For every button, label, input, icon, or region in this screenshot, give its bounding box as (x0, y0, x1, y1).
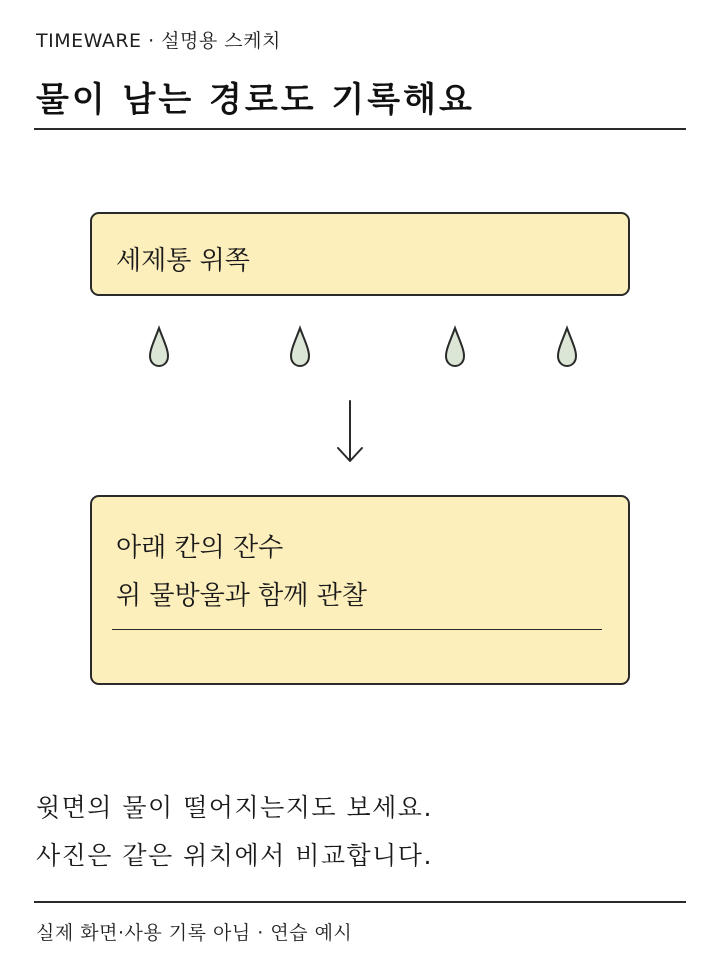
writing-line (112, 629, 602, 630)
water-drop-icon (443, 325, 467, 369)
header-eyebrow: TIMEWARE · 설명용 스케치 (36, 30, 281, 52)
lower-compartment-box (90, 495, 630, 685)
water-drop-icon (555, 325, 579, 369)
footer-divider (34, 901, 686, 903)
lower-compartment-title: 아래 칸의 잔수 (116, 533, 284, 563)
lower-compartment-subtitle: 위 물방울과 함께 관찰 (116, 581, 367, 611)
arrow-down-icon (334, 398, 366, 466)
header-divider (34, 128, 686, 130)
note-line-1: 윗면의 물이 떨어지는지도 보세요. (36, 793, 433, 822)
water-drops (0, 325, 720, 375)
footer-disclaimer: 실제 화면·사용 기록 아님 · 연습 예시 (36, 922, 353, 944)
note-line-2: 사진은 같은 위치에서 비교합니다. (36, 841, 433, 870)
page-title: 물이 남는 경로도 기록해요 (36, 80, 475, 120)
detergent-tray-top-box (90, 212, 630, 296)
water-drop-icon (147, 325, 171, 369)
detergent-tray-top-label: 세제통 위쪽 (116, 246, 250, 276)
water-drop-icon (288, 325, 312, 369)
